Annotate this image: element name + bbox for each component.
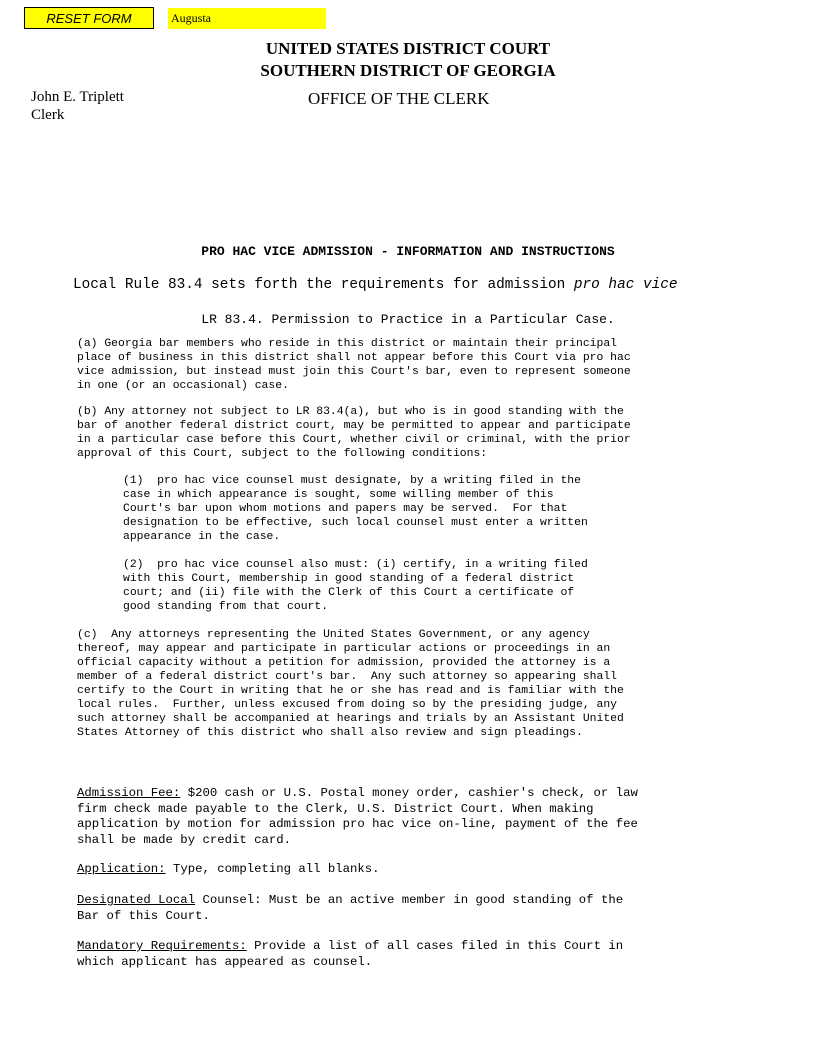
paragraph-b: (b) Any attorney not subject to LR 83.4(a), but who is in good standing with the bar of another federal district court, may be permitted to appear and participate in a particular case before this Court, whether civil or criminal, with the prior approval of this Court, subject to the following conditions: (77, 406, 631, 460)
admission-fee-section (77, 786, 638, 848)
application-section (77, 862, 380, 878)
application-text: Type, completing all blanks. (165, 862, 380, 876)
clerk-title: Clerk (31, 107, 65, 123)
court-name-line2: SOUTHERN DISTRICT OF GEORGIA (260, 61, 556, 80)
local-counsel-label: Designated Local (77, 893, 196, 907)
rule-intro-text: Local Rule 83.4 sets forth the requirements for admission (73, 277, 574, 293)
clerk-block (31, 88, 124, 124)
rule-title: LR 83.4. Permission to Practice in a Particular Case. (201, 312, 615, 327)
admission-fee-text: $200 cash or U.S. Postal money order, cashier's check, or law firm check made payable to the Clerk, U.S. District Court. When making application by motion for admission pro hac vice on-line, payment of the fee shall be made by credit card. (77, 786, 638, 847)
local-counsel-section (77, 893, 623, 924)
document-heading: PRO HAC VICE ADMISSION - INFORMATION AND INSTRUCTIONS (201, 244, 615, 259)
mandatory-requirements-section (77, 939, 623, 970)
paragraph-b1: (1) pro hac vice counsel must designate, by a writing filed in the case in which appearance is sought, some willing member of this Court's bar upon whom motions and papers may be served. For that designation to be effective, such local counsel must enter a written appearance in the case. (123, 475, 588, 543)
paragraph-b2: (2) pro hac vice counsel also must: (i) certify, in a writing filed with this Court, membership in good standing of a federal district court; and (ii) file with the Clerk of this Court a certificate of good standing from that court. (123, 559, 588, 613)
admission-fee-label: Admission Fee: (77, 786, 181, 800)
rule-intro-italic: pro hac vice (573, 277, 678, 293)
reset-form-button[interactable]: RESET FORM (24, 7, 154, 29)
local-counsel-text: Counsel: Must be an active member in good standing of the Bar of this Court. (77, 893, 624, 923)
paragraph-a: (a) Georgia bar members who reside in this district or maintain their principal place of business in this district shall not appear before this Court via pro hac vice admission, but instead must join this Court's bar, even to represent someone in one (or an occasional) case. (77, 338, 631, 392)
paragraph-c: (c) Any attorneys representing the United States Government, or any agency thereof, may appear and participate in particular actions or proceedings in an official capacity without a petition for admission, provided the attorney is a member of a federal district court's bar. Any such attorney so appearing shall certify to the Court in writing that he or she has read and is familiar with the local rules. Further, unless excused from doing so by the presiding judge, any such attorney shall be accompanied at hearings and trials by an Assistant United States Attorney of this district who shall also review and sign pleadings. (77, 629, 624, 739)
clerk-name: John E. Triplett (31, 89, 124, 105)
rule-intro (73, 277, 678, 293)
mandatory-requirements-text: Provide a list of all cases filed in this Court in which applicant has appeared as counsel. (77, 939, 624, 969)
application-label: Application: (77, 862, 166, 876)
mandatory-requirements-label: Mandatory Requirements: (77, 939, 247, 953)
office-title: OFFICE OF THE CLERK (308, 89, 490, 108)
division-field[interactable] (168, 8, 326, 29)
court-name-line1: UNITED STATES DISTRICT COURT (265, 39, 551, 58)
